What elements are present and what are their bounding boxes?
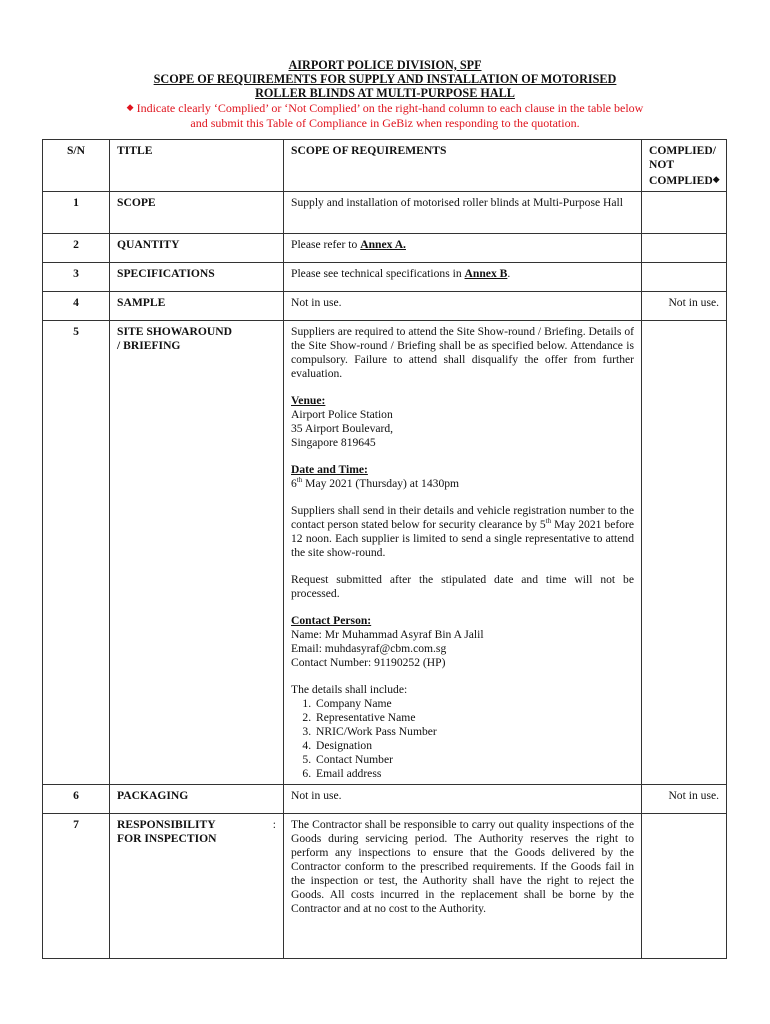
venue-line: 35 Airport Boulevard, xyxy=(291,422,394,435)
row-title xyxy=(110,321,284,785)
row-scope xyxy=(284,263,642,292)
row-complied[interactable] xyxy=(642,321,727,785)
row-title: PACKAGING xyxy=(110,785,284,814)
diamond-icon: ◆ xyxy=(126,102,134,112)
date-time-value xyxy=(291,477,634,491)
date-ordinal: th xyxy=(296,476,303,485)
diamond-icon: ◆ xyxy=(712,174,720,184)
title-line-2: / BRIEFING xyxy=(117,339,181,352)
table-row xyxy=(43,785,727,814)
row-complied[interactable] xyxy=(642,263,727,292)
row-scope: Supply and installation of motorised roller blinds at Multi-Purpose Hall xyxy=(284,192,642,234)
list-item: 4. Designation xyxy=(314,739,634,753)
row-scope: Not in use. xyxy=(284,292,642,321)
table-row xyxy=(43,814,727,959)
registration-paragraph xyxy=(291,504,634,560)
contact-name: Name: Mr Muhammad Asyraf Bin A Jalil xyxy=(291,628,484,641)
compliance-table xyxy=(42,139,727,959)
row-title: SCOPE xyxy=(110,192,284,234)
not-complied-label xyxy=(649,158,719,188)
row-sn: 3 xyxy=(43,263,110,292)
row-sn: 2 xyxy=(43,234,110,263)
date-time-heading: Date and Time: xyxy=(291,463,368,476)
row-complied[interactable]: Not in use. xyxy=(642,292,727,321)
details-intro: The details shall include: xyxy=(291,683,408,696)
list-item: 6. Email address xyxy=(314,767,634,781)
table-row xyxy=(43,263,727,292)
para-part: May 2021 before 12 noon. Each supplier is limited to send a single representative to attend the site show-round. xyxy=(291,518,634,559)
row-sn: 5 xyxy=(43,321,110,785)
venue-heading: Venue: xyxy=(291,394,326,407)
table-row xyxy=(43,192,727,234)
header-title: TITLE xyxy=(110,140,284,192)
title-colon: : xyxy=(272,818,276,831)
para-part: Suppliers shall send in their details and vehicle registration number to the contact person stated below for security clearance by 5 xyxy=(291,504,634,531)
not-complied-text: NOT COMPLIED xyxy=(649,158,713,187)
row-title xyxy=(110,814,284,959)
row-complied[interactable] xyxy=(642,192,727,234)
title-text: RESPONSIBILITY xyxy=(117,818,216,831)
contact-number: Contact Number: 91190252 (HP) xyxy=(291,656,446,669)
row-sn: 4 xyxy=(43,292,110,321)
scope-text: Please see technical specifications in xyxy=(291,267,465,280)
date-day: 6 xyxy=(291,477,297,490)
row-complied[interactable]: Not in use. xyxy=(642,785,727,814)
row-complied[interactable] xyxy=(642,814,727,959)
document-header xyxy=(0,58,770,131)
table-row xyxy=(43,292,727,321)
annex-a-reference: Annex A. xyxy=(360,238,406,251)
header-scope-title: SCOPE OF REQUIREMENTS FOR SUPPLY AND INSTALLATION OF MOTORISED xyxy=(153,72,617,86)
title-line-1: SITE SHOWAROUND xyxy=(117,325,232,338)
table-row xyxy=(43,234,727,263)
header-sn: S/N xyxy=(43,140,110,192)
row-title: SPECIFICATIONS xyxy=(110,263,284,292)
annex-b-reference: Annex B xyxy=(464,267,508,280)
row-scope: Not in use. xyxy=(284,785,642,814)
scope-suffix: . xyxy=(507,267,511,280)
instruction-line-2: and submit this Table of Compliance in GeBiz when responding to the quotation. xyxy=(190,116,580,130)
row-scope xyxy=(284,321,642,785)
row-title: SAMPLE xyxy=(110,292,284,321)
list-item: 1. Company Name xyxy=(314,697,634,711)
instruction-line-1: Indicate clearly ‘Complied’ or ‘Not Complied’ on the right-hand column to each clause in the table below xyxy=(133,101,644,115)
contact-heading: Contact Person: xyxy=(291,614,372,627)
row-complied[interactable] xyxy=(642,234,727,263)
row-sn: 7 xyxy=(43,814,110,959)
row-title: QUANTITY xyxy=(110,234,284,263)
header-division: AIRPORT POLICE DIVISION, SPF xyxy=(288,58,482,72)
venue-line: Airport Police Station xyxy=(291,408,393,421)
briefing-paragraph: Suppliers are required to attend the Site Show-round / Briefing. Details of the Site Show-round / Briefing shall be as specified below. Attendance is compulsory. Failure to attend shall disqualify the offer from further evaluation. xyxy=(291,325,634,380)
title-line-2: FOR INSPECTION xyxy=(117,832,217,845)
complied-label: COMPLIED/ xyxy=(649,144,716,157)
scope-text: Please refer to xyxy=(291,238,361,251)
details-list xyxy=(291,697,634,781)
date-rest: May 2021 (Thursday) at 1430pm xyxy=(302,477,460,490)
row-scope xyxy=(284,234,642,263)
row-sn: 6 xyxy=(43,785,110,814)
header-complied xyxy=(642,140,727,192)
venue-line: Singapore 819645 xyxy=(291,436,376,449)
date-ordinal: th xyxy=(545,517,552,526)
header-scope-subtitle: ROLLER BLINDS AT MULTI-PURPOSE HALL xyxy=(255,86,515,100)
list-item: 5. Contact Number xyxy=(314,753,634,767)
list-item: 3. NRIC/Work Pass Number xyxy=(314,725,634,739)
table-header-row xyxy=(43,140,727,192)
table-row xyxy=(43,321,727,785)
list-item: 2. Representative Name xyxy=(314,711,634,725)
row-scope: The Contractor shall be responsible to carry out quality inspections of the Goods during servicing period. The Authority reserves the right to perform any inspections to ensure that the Goods delivered by the Contractor conform to the prescribed requirements. If the Goods fail in the inspection or test, the Authority shall have the right to reject the Goods. All costs incurred in the replacement shall be borne by the Contractor and at no cost to the Authority. xyxy=(284,814,642,959)
compliance-instruction xyxy=(0,100,770,116)
title-line-1 xyxy=(117,818,276,832)
header-scope: SCOPE OF REQUIREMENTS xyxy=(284,140,642,192)
deadline-paragraph: Request submitted after the stipulated date and time will not be processed. xyxy=(291,573,634,600)
row-sn: 1 xyxy=(43,192,110,234)
contact-email: Email: muhdasyraf@cbm.com.sg xyxy=(291,642,447,655)
